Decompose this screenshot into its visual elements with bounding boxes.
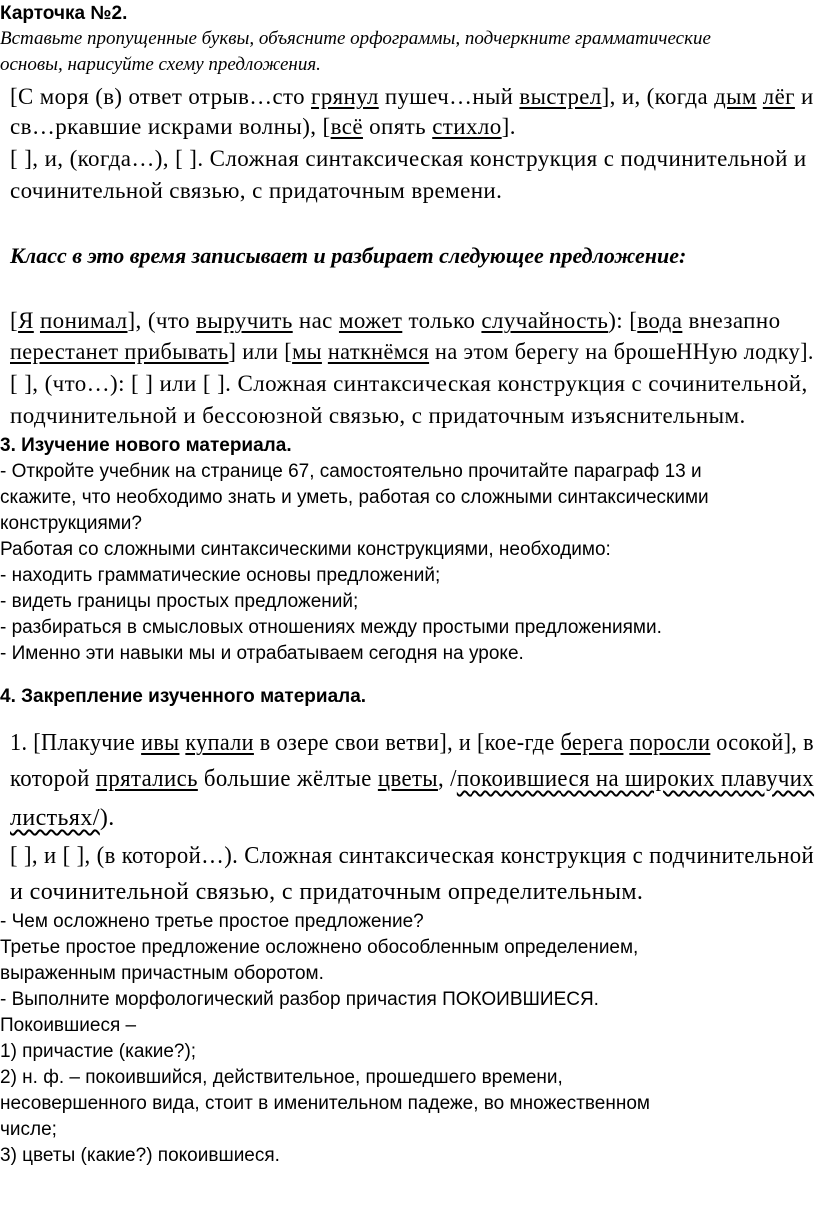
participial-phrase: листьях/ bbox=[10, 805, 100, 831]
subject: вода bbox=[637, 308, 683, 333]
example2-line-1: [Я понимал], (что выручить нас может только случайность): [вода внезапно bbox=[10, 308, 781, 333]
example1-scheme-2: сочинительной связью, с придаточным времени. bbox=[10, 178, 503, 203]
subject: Я bbox=[18, 308, 34, 333]
predicate: купали bbox=[185, 730, 254, 756]
section4-heading: 4. Закрепление изученного материала. bbox=[0, 686, 367, 707]
subject: выстрел bbox=[519, 84, 602, 109]
instruction-line-2: основы, нарисуйте схему предложения. bbox=[0, 54, 321, 75]
section3-question-3: конструкциями? bbox=[0, 513, 142, 534]
example2-scheme-2: подчинительной и бессоюзной связью, с придаточным изъяснительным. bbox=[10, 403, 746, 428]
predicate: понимал bbox=[39, 308, 128, 333]
list-item: - Именно эти навыки мы и отрабатываем сегодня на уроке. bbox=[0, 643, 524, 664]
list-item: - находить грамматические основы предложений; bbox=[0, 565, 441, 586]
predicate: грянул bbox=[311, 84, 379, 109]
section4-question-1: - Чем осложнено третье простое предложение? bbox=[0, 911, 424, 932]
predicate: перестанет прибывать bbox=[10, 339, 229, 364]
morph-heading: Покоившиеся – bbox=[0, 1015, 137, 1036]
exercise-line-2: которой прятались большие жёлтые цветы, /покоившиеся на широких плавучих bbox=[10, 766, 815, 792]
section4-answer-2: выраженным причастным оборотом. bbox=[0, 963, 324, 984]
morph-item-2-end: числе; bbox=[0, 1119, 57, 1140]
example1-line-2: св…ркавшие искрами волны), [всё опять стихло]. bbox=[10, 114, 516, 139]
participial-phrase: покоившиеся на широких плавучих bbox=[456, 766, 815, 792]
predicate: лёг bbox=[762, 84, 795, 109]
card-title: Карточка №2. bbox=[0, 3, 128, 24]
subject: мы bbox=[292, 339, 322, 364]
predicate: выручить bbox=[196, 308, 293, 333]
subject: случайность bbox=[481, 308, 609, 333]
predicate: поросли bbox=[629, 730, 711, 756]
exercise-scheme: [ ], и [ ], (в которой…). Сложная синтаксическая конструкция с подчинительной bbox=[10, 843, 815, 869]
morph-item-2-cont: несовершенного вида, стоит в именительном падеже, во множественном bbox=[0, 1093, 650, 1114]
instruction-line-1: Вставьте пропущенные буквы, объясните орфограммы, подчеркните грамматические bbox=[0, 28, 711, 49]
section3-question-1: - Откройте учебник на странице 67, самостоятельно прочитайте параграф 13 и bbox=[0, 461, 702, 482]
subject: берега bbox=[560, 730, 624, 756]
section3-heading: 3. Изучение нового материала. bbox=[0, 435, 292, 456]
example1-line-1: [С моря (в) ответ отрыв…сто грянул пушеч…ный выстрел], и, (когда дым лёг и bbox=[10, 84, 814, 109]
predicate: может bbox=[338, 308, 403, 333]
example2-line-2: перестанет прибывать] или [мы наткнёмся на этом берегу на брошеННую лодку]. bbox=[10, 339, 814, 364]
section4-answer-1: Третье простое предложение осложнено обособленным определением, bbox=[0, 937, 639, 958]
morph-item-2: 2) н. ф. – покоившийся, действительное, прошедшего времени, bbox=[0, 1067, 563, 1088]
morph-item-3: 3) цветы (какие?) покоившиеся. bbox=[0, 1145, 280, 1166]
class-note: Класс в это время записывает и разбирает следующее предложение: bbox=[10, 243, 687, 268]
list-item: - видеть границы простых предложений; bbox=[0, 591, 359, 612]
subject: цветы bbox=[377, 766, 438, 792]
example2-scheme: [ ], (что…): [ ] или [ ]. Сложная синтаксическая конструкция с сочинительной, bbox=[10, 371, 808, 396]
subject: всё bbox=[330, 114, 363, 139]
section4-question-2: - Выполните морфологический разбор причастия ПОКОИВШИЕСЯ. bbox=[0, 989, 599, 1010]
predicate: прятались bbox=[95, 766, 198, 792]
exercise-scheme-2: и сочинительной связью, с придаточным определительным. bbox=[10, 879, 644, 905]
subject: ивы bbox=[141, 730, 180, 756]
predicate: стихло bbox=[432, 114, 502, 139]
morph-item-1: 1) причастие (какие?); bbox=[0, 1041, 197, 1062]
exercise-line-3: листьях/). bbox=[10, 805, 115, 831]
subject: дым bbox=[714, 84, 757, 109]
example1-scheme: [ ], и, (когда…), [ ]. Сложная синтаксическая конструкция с подчинительной и bbox=[10, 146, 807, 171]
list-item: - разбираться в смысловых отношениях между простыми предложениями. bbox=[0, 617, 662, 638]
section3-answer: Работая со сложными синтаксическими конструкциями, необходимо: bbox=[0, 539, 611, 560]
exercise-line-1: 1. [Плакучие ивы купали в озере свои ветви], и [кое-где берега поросли осокой], в bbox=[10, 730, 814, 756]
predicate: наткнёмся bbox=[327, 339, 430, 364]
section3-question-2: скажите, что необходимо знать и уметь, работая со сложными синтаксическими bbox=[0, 487, 709, 508]
